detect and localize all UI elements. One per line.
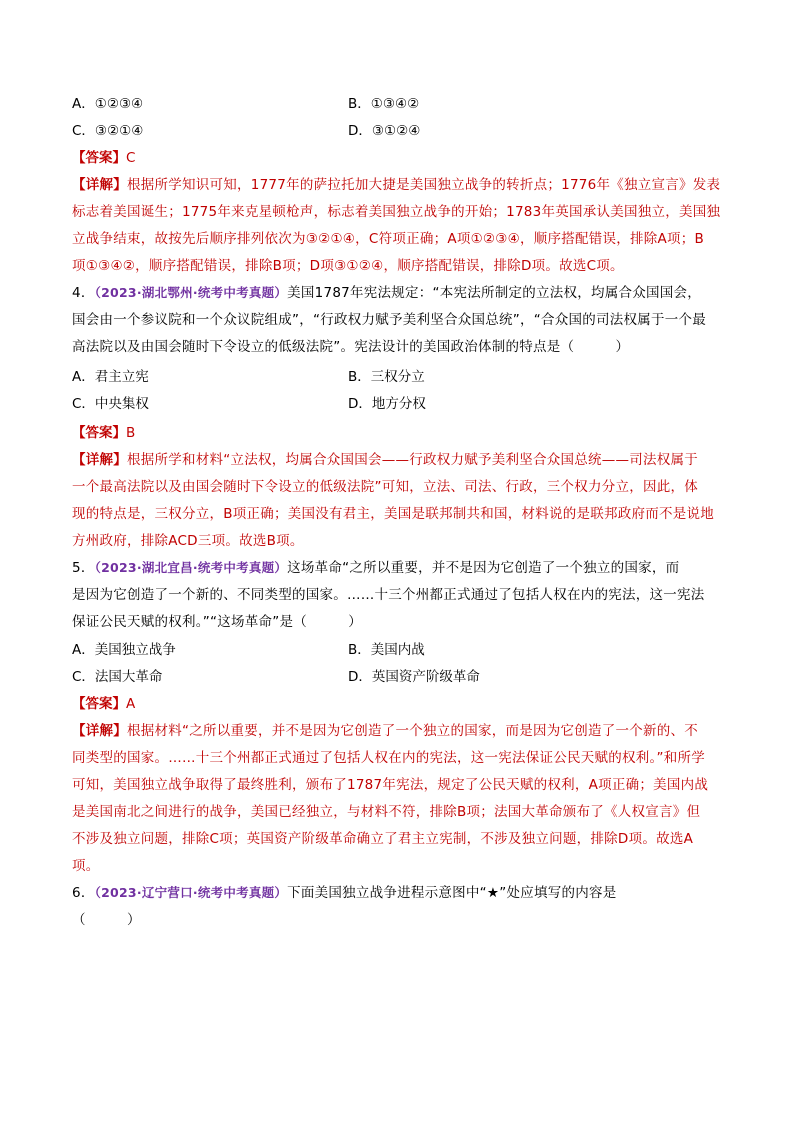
answer-value: C <box>126 150 136 166</box>
q5-detail-line: 同类型的国家。……十三个州都正式通过了包括人权在内的宪法，这一宪法保证公民天赋的权利。”和所学 <box>72 750 705 766</box>
answer-label: 【答案】 <box>72 425 126 441</box>
q4-stem-line: 4．（2023·湖北鄂州·统考中考真题）美国1787年宪法规定：“本宪法所制定的立法权，均属合众国国会， <box>72 285 701 301</box>
q5-stem-line: 5．（2023·湖北宜昌·统考中考真题）这场革命“之所以重要，并不是因为它创造了一个独立的国家，而 <box>72 560 680 576</box>
q5-detail-line: 项。 <box>72 858 100 874</box>
q3-detail-line: 【详解】根据所学知识可知，1777年的萨拉托加大捷是美国独立战争的转折点；1776年《独立宣言》发表 <box>72 177 721 193</box>
question-source: （2023·辽宁营口·统考中考真题） <box>94 885 288 900</box>
q3-detail-line: 标志着美国诞生；1775年来克星顿枪声，标志着美国独立战争的开始；1783年英国承认美国独立，美国独 <box>72 204 721 220</box>
q5-option-b: B．美国内战 <box>348 642 425 658</box>
q4-detail-line: 一个最高法院以及由国会随时下令设立的低级法院”可知，立法、司法、行政，三个权力分立，因此，体 <box>72 479 698 495</box>
q3-detail-line: 项①③④②，顺序搭配错误，排除B项；D项③①②④，顺序搭配错误，排除D项。故选C项。 <box>72 258 624 274</box>
q4-option-c: C．中央集权 <box>72 396 149 412</box>
q3-option-a: A．①②③④ <box>72 96 144 112</box>
answer-value: B <box>126 425 136 441</box>
q4-detail-line: 方州政府，排除ACD三项。故选B项。 <box>72 533 304 549</box>
q4-option-b: B．三权分立 <box>348 369 425 385</box>
question-number: 6． <box>72 885 95 901</box>
q4-option-d: D．地方分权 <box>348 396 426 412</box>
q4-stem-line: 国会由一个参议院和一个众议院组成”，“行政权力赋予美利坚合众国总统”，“合众国的司法权属于一个最 <box>72 312 706 328</box>
q3-option-d: D．③①②④ <box>348 123 421 139</box>
answer-value: A <box>126 696 136 712</box>
q3-option-c: C．③②①④ <box>72 123 144 139</box>
q4-stem-line: 高法院以及由国会随时下令设立的低级法院”。宪法设计的美国政治体制的特点是（ ） <box>72 339 630 355</box>
answer-label: 【答案】 <box>72 696 126 712</box>
q6-stem-line: （ ） <box>72 912 141 928</box>
q4-option-a: A．君主立宪 <box>72 369 149 385</box>
q5-option-c: C．法国大革命 <box>72 669 163 685</box>
q4-answer <box>72 424 135 442</box>
answer-label: 【答案】 <box>72 150 126 166</box>
question-number: 5． <box>72 560 95 576</box>
q5-detail-line: 不涉及独立问题，排除C项；英国资产阶级革命确立了君主立宪制，不涉及独立问题，排除D项。故选A <box>72 831 694 847</box>
q3-answer <box>72 149 135 167</box>
q6-stem-line: 6．（2023·辽宁营口·统考中考真题）下面美国独立战争进程示意图中“★”处应填写的内容是 <box>72 885 617 901</box>
q5-option-d: D．英国资产阶级革命 <box>348 669 480 685</box>
q5-option-a: A．美国独立战争 <box>72 642 176 658</box>
q4-detail-line: 【详解】根据所学和材料“立法权，均属合众国国会——行政权力赋予美利坚合众国总统——司法权属于 <box>72 452 698 468</box>
q5-detail-line: 是美国南北之间进行的战争，美国已经独立，与材料不符，排除B项；法国大革命颁布了《人权宣言》但 <box>72 804 701 820</box>
question-source: （2023·湖北鄂州·统考中考真题） <box>94 285 288 300</box>
detail-label: 【详解】 <box>72 723 127 739</box>
q3-detail-line: 立战争结束，故按先后顺序排列依次为③②①④，C符项正确；A项①②③④，顺序搭配错误，排除A项；B <box>72 231 704 247</box>
q4-detail-line: 现的特点是，三权分立，B项正确；美国没有君主，美国是联邦制共和国，材料说的是联邦政府而不是说地 <box>72 506 715 522</box>
q5-detail-line: 可知，美国独立战争取得了最终胜利，颁布了1787年宪法，规定了公民天赋的权利，A项正确；美国内战 <box>72 777 709 793</box>
detail-label: 【详解】 <box>72 177 127 193</box>
q5-answer <box>72 695 135 713</box>
q5-detail-line: 【详解】根据材料“之所以重要，并不是因为它创造了一个独立的国家，而是因为它创造了一个新的、不 <box>72 723 698 739</box>
question-number: 4． <box>72 285 95 301</box>
q5-stem-line: 保证公民天赋的权利。”“这场革命”是（ ） <box>72 614 362 630</box>
detail-label: 【详解】 <box>72 452 127 468</box>
question-source: （2023·湖北宜昌·统考中考真题） <box>94 560 288 575</box>
q5-stem-line: 是因为它创造了一个新的、不同类型的国家。……十三个州都正式通过了包括人权在内的宪法，这一宪法 <box>72 587 705 603</box>
q3-option-b: B．①③④② <box>348 96 420 112</box>
